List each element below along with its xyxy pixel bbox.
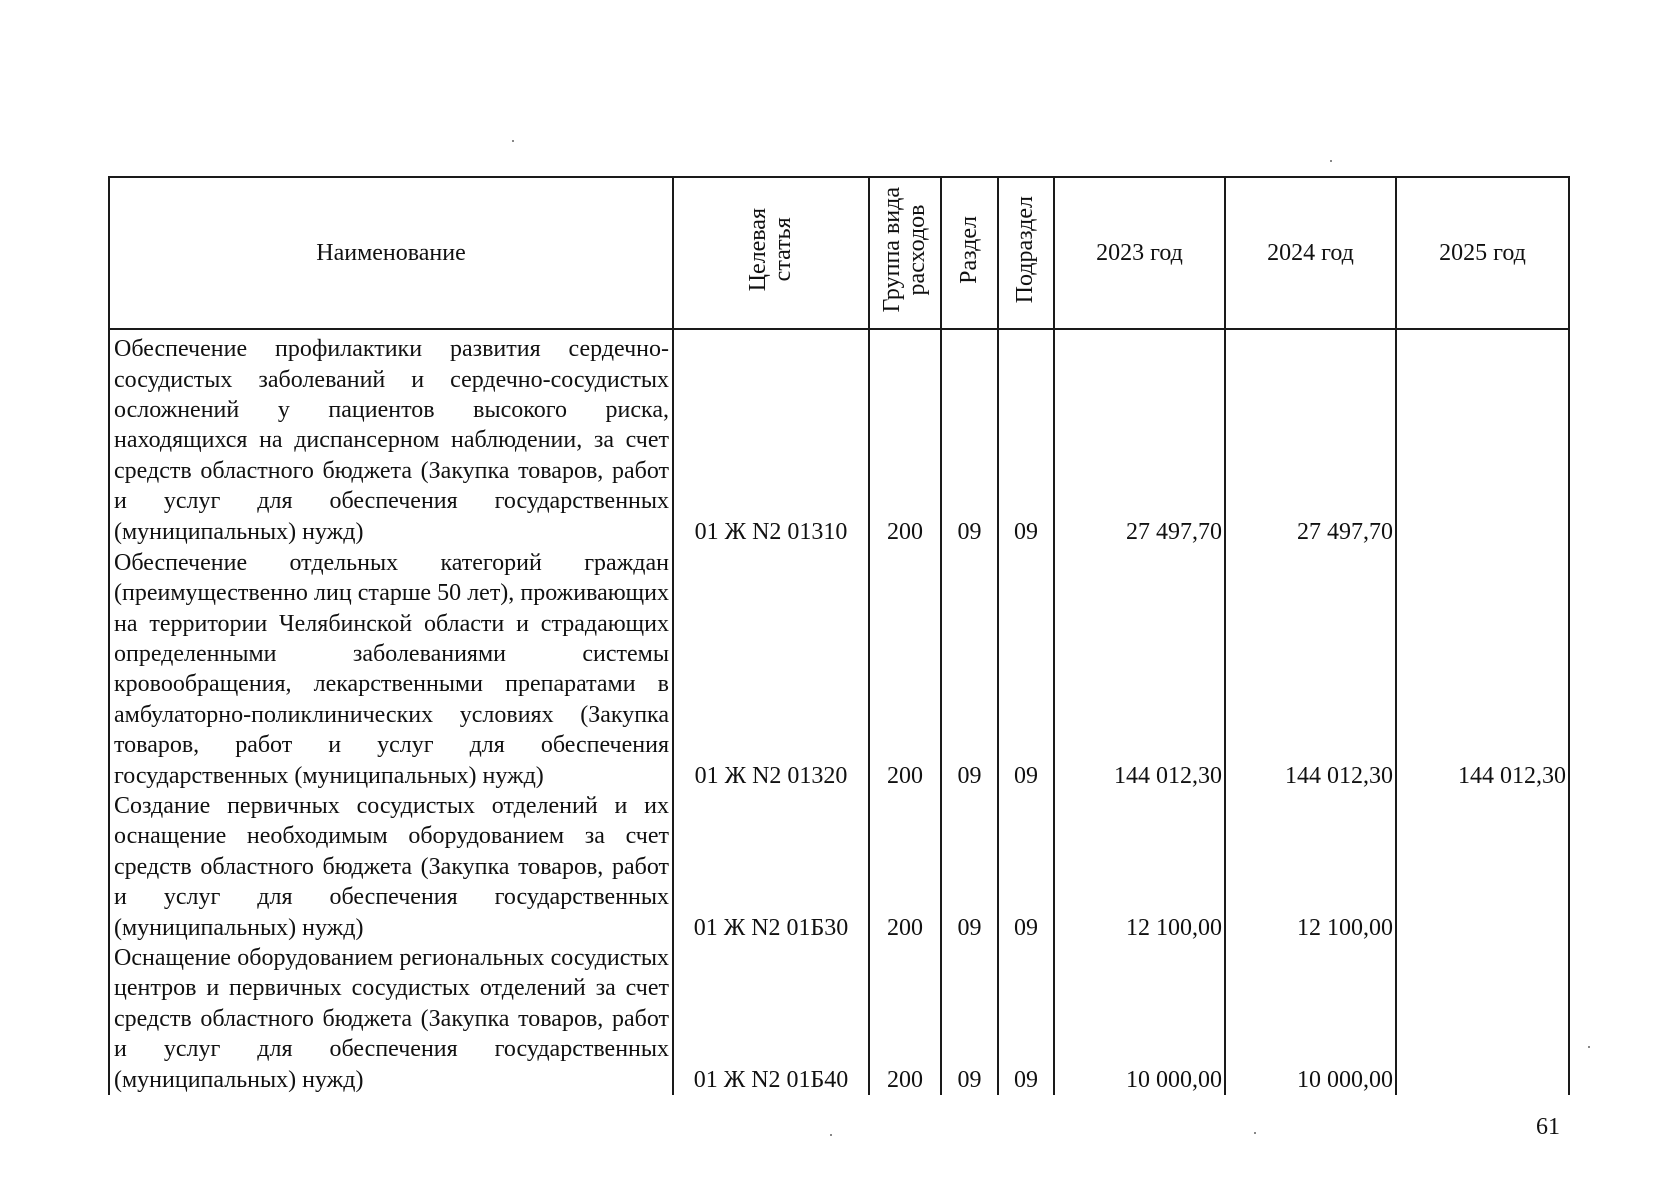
header-section-label: Раздел [955,215,982,284]
row-value-2023: 12 100,00 [1054,791,1225,943]
header-row [109,177,1569,329]
row-section: 09 [941,329,998,547]
scan-speck [1254,1132,1256,1134]
row-value-2023: 10 000,00 [1054,943,1225,1095]
row-name: Обеспечение отдельных категорий граждан (преимущественно лиц старше 50 лет), проживающих на территории Челябинской области и страдающих определенными заболеваниями системы кровообращения, лекарственными препаратами в амбулаторно-поликлинических условиях (Закупка товаров, работ и услуг для обеспечения государственных (муниципальных) нужд) [109,547,673,791]
row-value-2024: 27 497,70 [1225,329,1396,547]
row-value-2024: 12 100,00 [1225,791,1396,943]
row-subsection: 09 [998,943,1054,1095]
header-year-2023-label: 2023 год [1096,239,1183,266]
header-year-2024 [1225,177,1396,329]
row-subsection: 09 [998,547,1054,791]
header-target-article [673,177,869,329]
row-name: Обеспечение профилактики развития сердечно-сосудистых заболеваний и сердечно-сосудистых осложнений у пациентов высокого риска, находящихся на диспансерном наблюдении, за счет средств областного бюджета (Закупка товаров, работ и услуг для обеспечения государственных (муниципальных) нужд) [109,329,673,547]
header-year-2024-label: 2024 год [1267,239,1354,266]
row-expense-group: 200 [869,329,941,547]
row-value-2025 [1396,943,1569,1095]
row-subsection: 09 [998,791,1054,943]
row-target-article: 01 Ж N2 01Б40 [673,943,869,1095]
header-expense-group-label: Группа вида расходов [878,186,930,313]
row-target-article: 01 Ж N2 01320 [673,547,869,791]
table-body [109,329,1569,1095]
row-value-2024: 10 000,00 [1225,943,1396,1095]
table-row [109,547,1569,791]
header-subsection-label: Подраздел [1012,195,1039,304]
header-year-2023 [1054,177,1225,329]
row-value-2025 [1396,329,1569,547]
scan-speck [512,140,514,142]
row-name: Создание первичных сосудистых отделений и их оснащение необходимым оборудованием за счет средств областного бюджета (Закупка товаров, работ и услуг для обеспечения государственных (муниципальных) нужд) [109,791,673,943]
scan-speck [1330,160,1332,162]
page-number: 61 [1536,1114,1560,1140]
row-subsection: 09 [998,329,1054,547]
header-name-label: Наименование [316,239,466,266]
header-year-2025-label: 2025 год [1439,239,1526,266]
row-value-2023: 144 012,30 [1054,547,1225,791]
header-year-2025 [1396,177,1569,329]
table-row [109,329,1569,547]
budget-table-frame [108,176,1568,1095]
row-section: 09 [941,943,998,1095]
row-value-2025: 144 012,30 [1396,547,1569,791]
row-section: 09 [941,791,998,943]
budget-table [108,176,1570,1095]
scan-speck [830,1134,832,1136]
row-value-2025 [1396,791,1569,943]
header-subsection [998,177,1054,329]
row-target-article: 01 Ж N2 01Б30 [673,791,869,943]
row-value-2023: 27 497,70 [1054,329,1225,547]
header-section [941,177,998,329]
header-name [109,177,673,329]
row-target-article: 01 Ж N2 01310 [673,329,869,547]
row-section: 09 [941,547,998,791]
row-value-2024: 144 012,30 [1225,547,1396,791]
row-expense-group: 200 [869,547,941,791]
header-target-article-label: Целевая статья [744,207,796,292]
row-name: Оснащение оборудованием региональных сосудистых центров и первичных сосудистых отделений за счет средств областного бюджета (Закупка товаров, работ и услуг для обеспечения государственных (муниципальных) нужд) [109,943,673,1095]
scan-speck [1588,1046,1590,1048]
row-expense-group: 200 [869,943,941,1095]
table-row [109,791,1569,943]
table-header [109,177,1569,329]
header-expense-group [869,177,941,329]
table-row [109,943,1569,1095]
row-expense-group: 200 [869,791,941,943]
